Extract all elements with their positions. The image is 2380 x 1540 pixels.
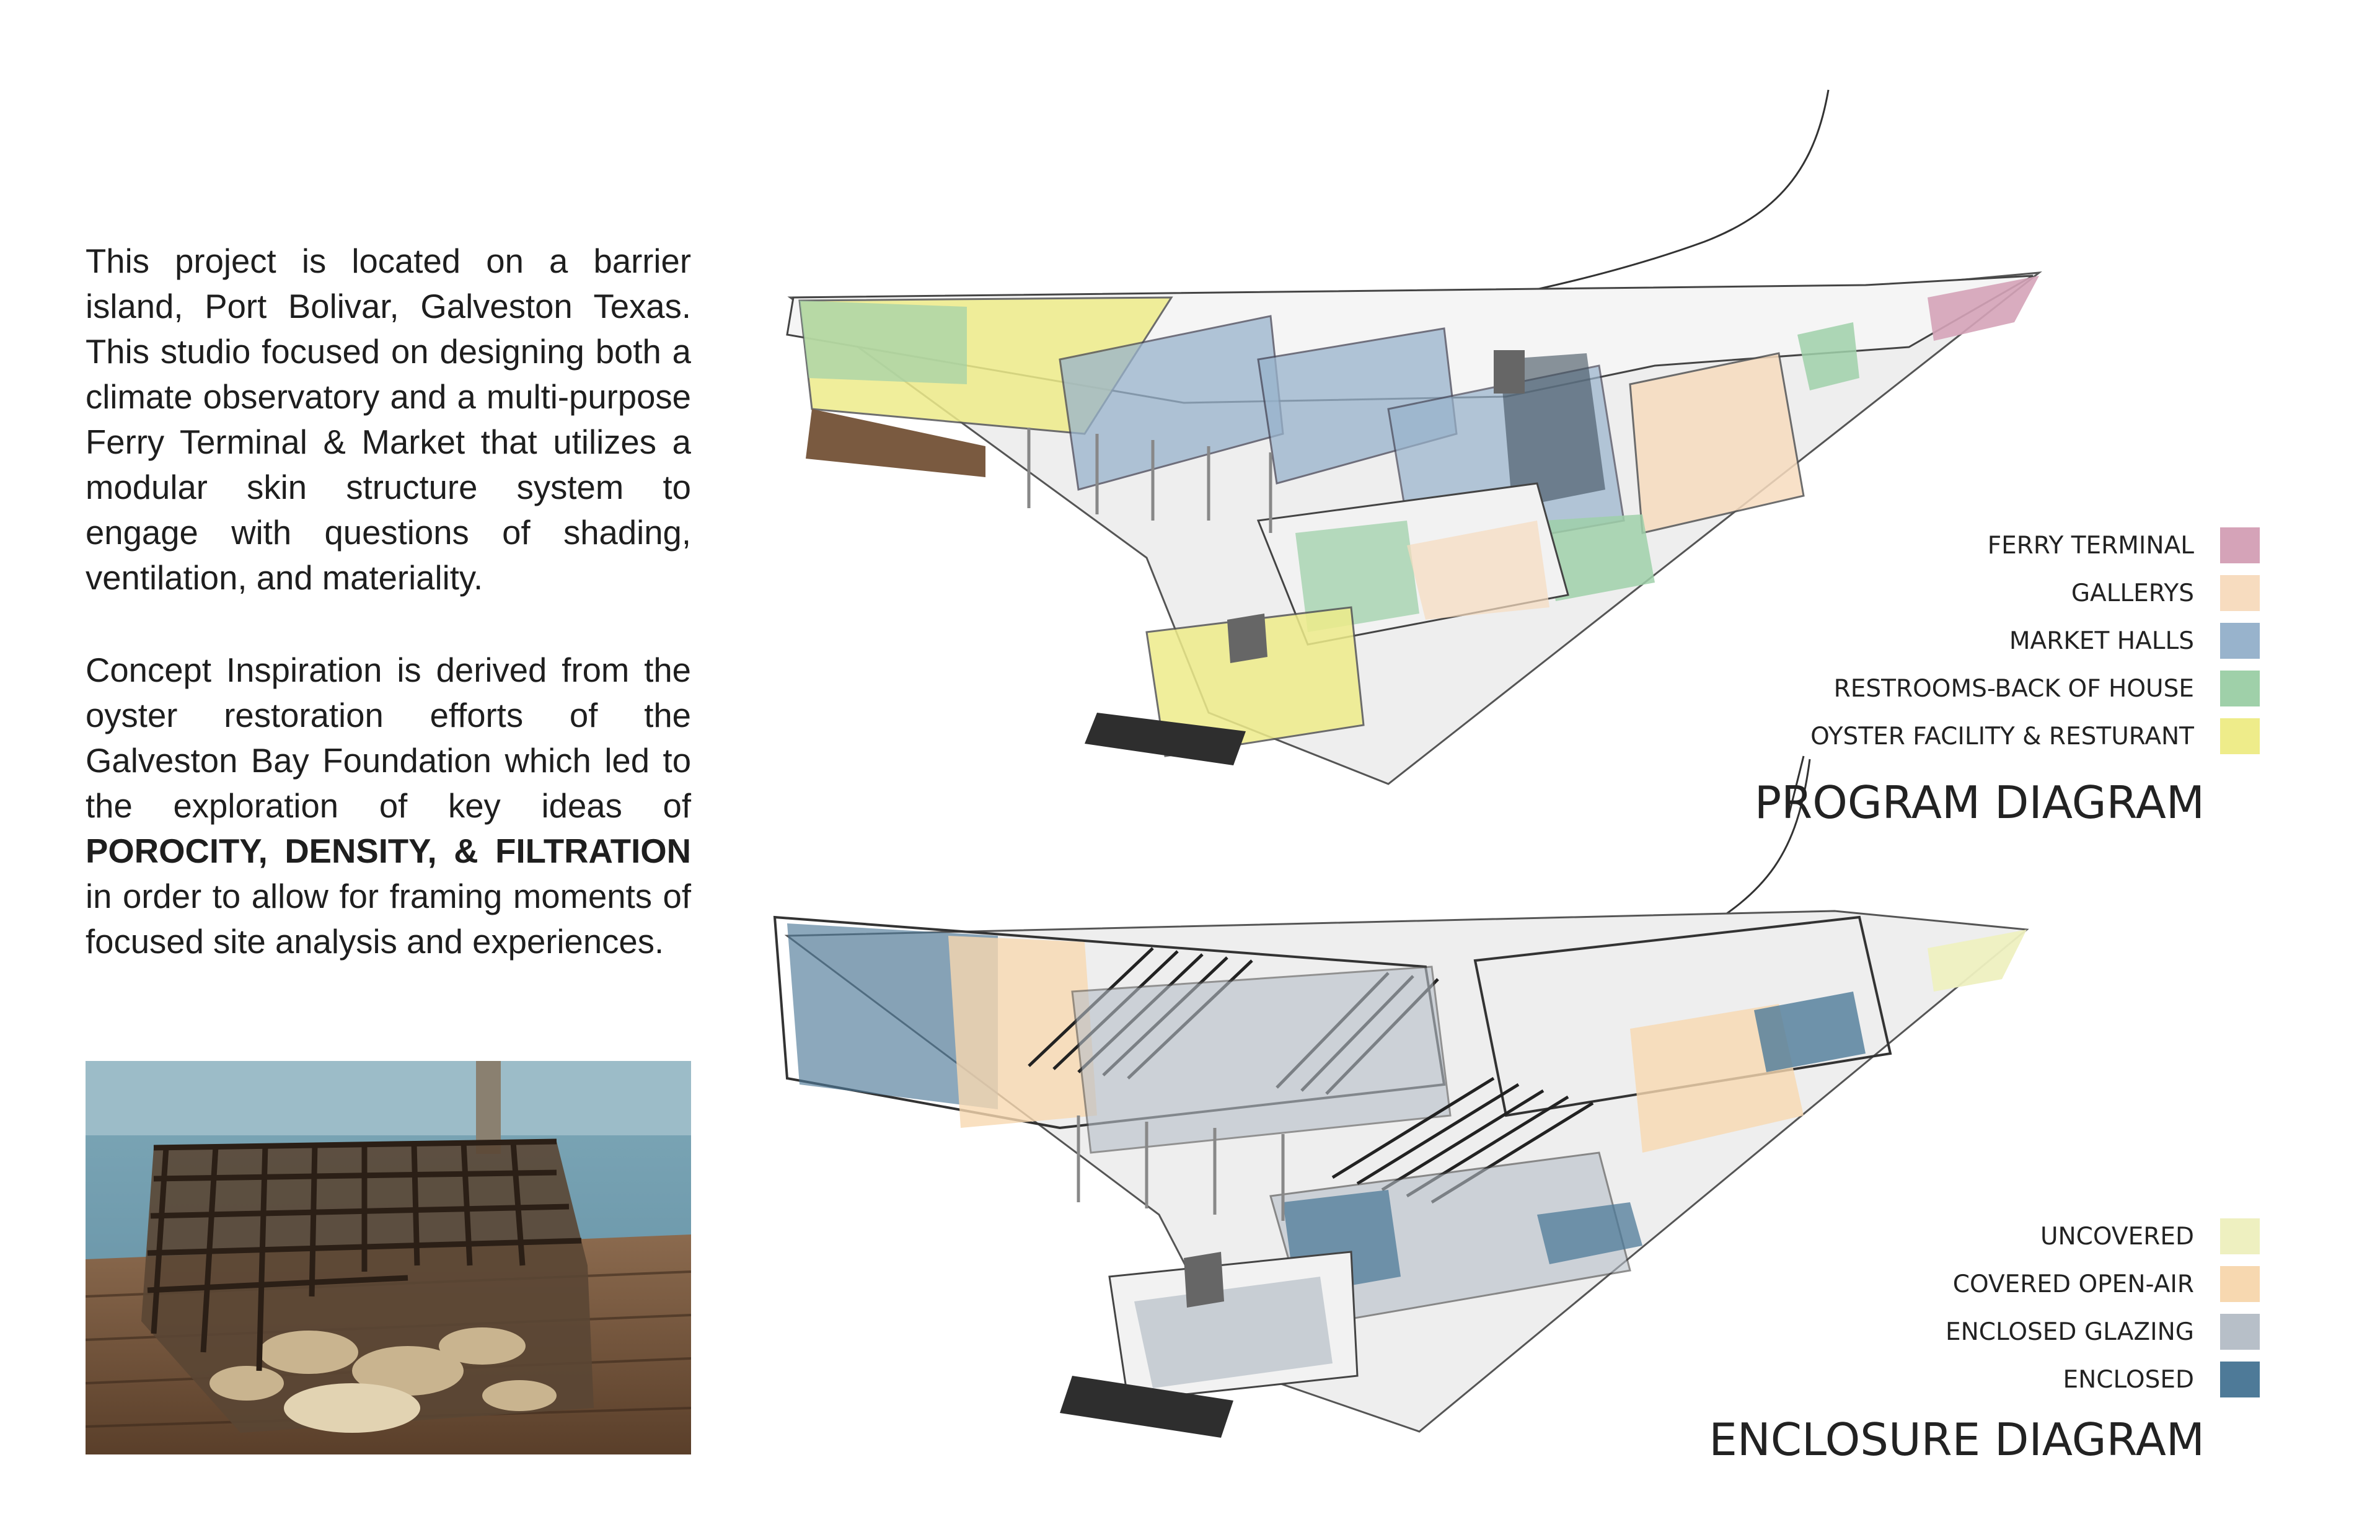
legend-swatch-gallerys bbox=[2220, 575, 2260, 611]
legend-label-uncovered: UNCOVERED bbox=[2040, 1223, 2194, 1251]
legend-label-gallerys: GALLERYS bbox=[2071, 579, 2194, 607]
legend-label-market-halls: MARKET HALLS bbox=[2009, 627, 2194, 655]
legend-label-enclosed-glazing: ENCLOSED GLAZING bbox=[1945, 1318, 2194, 1346]
legend-swatch-covered-open-air bbox=[2220, 1266, 2260, 1302]
enclosure-diagram-title: ENCLOSURE DIAGRAM bbox=[1709, 1414, 2205, 1466]
intro-paragraph-location: This project is located on a barrier island, Port Bolivar, Galveston Texas. This studio focused on designing both a climate observatory and a multi-purpose Ferry Terminal & Market that utilizes a modular skin structure system to engage with questions of shading, ventilation, and materiality. bbox=[86, 242, 691, 597]
legend-label-oyster-facility: OYSTER FACILITY & RESTURANT bbox=[1810, 723, 2194, 750]
legend-swatch-restrooms bbox=[2220, 671, 2260, 706]
legend-swatch-oyster-facility bbox=[2220, 718, 2260, 754]
legend-label-covered-open-air: COVERED OPEN-AIR bbox=[1952, 1270, 2194, 1298]
concept-text-end: in order to allow for framing moments of focused site analysis and experiences. bbox=[86, 878, 691, 961]
legend-swatch-ferry-terminal bbox=[2220, 527, 2260, 563]
legend-label-enclosed: ENCLOSED bbox=[2063, 1366, 2194, 1394]
program-diagram-title: PROGRAM DIAGRAM bbox=[1754, 777, 2205, 829]
program-diagram-drawing bbox=[762, 87, 2324, 818]
legend-label-restrooms: RESTROOMS-BACK OF HOUSE bbox=[1833, 675, 2194, 703]
legend-label-ferry-terminal: FERRY TERMINAL bbox=[1987, 532, 2194, 560]
oyster-cage-photo bbox=[86, 1061, 691, 1454]
concept-text-start: Concept Inspiration is derived from the oyster restoration efforts of the Galveston Bay Foundation which led to the exploration of key ideas of bbox=[86, 651, 691, 825]
legend-swatch-enclosed-glazing bbox=[2220, 1314, 2260, 1350]
legend-swatch-market-halls bbox=[2220, 623, 2260, 659]
legend-swatch-enclosed bbox=[2220, 1362, 2260, 1397]
enclosure-diagram-drawing bbox=[762, 731, 2324, 1475]
key-ideas-text: POROCITY, DENSITY, & FILTRATION bbox=[86, 832, 691, 870]
legend-swatch-uncovered bbox=[2220, 1218, 2260, 1254]
intro-paragraph-concept bbox=[86, 648, 691, 964]
